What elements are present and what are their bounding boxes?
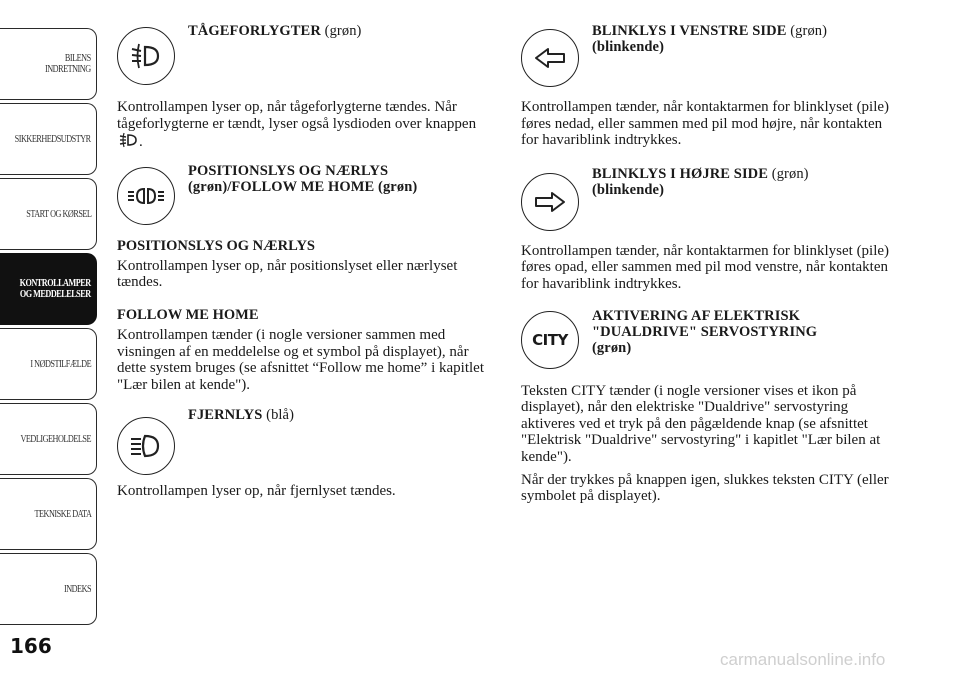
position-light-title: POSITIONSLYS OG NÆRLYS — [188, 162, 389, 179]
right-column — [521, 22, 896, 505]
tab-label: TEKNISKE DATA — [34, 508, 91, 520]
right-turn-section — [521, 165, 896, 241]
tab-label: BILENS INDRETNING — [45, 53, 91, 75]
city-title: AKTIVERING AF ELEKTRISK — [592, 307, 801, 324]
high-beam-text: Kontrollampen lyser op, når fjernlyset tændes. — [117, 483, 396, 500]
tab-label: VEDLIGEHOLDELSE — [20, 433, 91, 445]
high-beam-title: FJERNLYS — [188, 407, 263, 424]
right-turn-color: (grøn) — [771, 165, 809, 182]
tab-start-og-korsel[interactable] — [0, 178, 97, 250]
right-turn-title: BLINKLYS I HØJRE SIDE — [592, 165, 769, 182]
arrow-right-icon — [521, 173, 579, 231]
left-turn-text: Kontrollampen tænder, når kontaktarmen for blinklyset (pile) føres nedad, eller sammen med pil mod højre, når kontakten for havariblink indtrykkes. — [521, 99, 890, 149]
tab-kontrollamper[interactable] — [0, 253, 97, 325]
position-light-title-2: (grøn)/FOLLOW ME HOME (grøn) — [188, 178, 418, 195]
left-turn-section — [521, 22, 896, 97]
position-subheading: POSITIONSLYS OG NÆRLYS — [117, 237, 315, 254]
watermark: carmanualsonline.info — [720, 650, 886, 669]
tab-label: KONTROLLAMPER OG MEDDELELSER — [19, 278, 91, 300]
left-column — [117, 22, 492, 500]
left-turn-title: BLINKLYS I VENSTRE SIDE — [592, 23, 787, 39]
high-beam-icon — [117, 417, 175, 475]
city-section — [521, 307, 896, 383]
tab-i-nodstilfaelde[interactable] — [0, 328, 97, 400]
fog-light-text: Kontrollampen lyser op, når tågeforlygterne tændes. Når tågeforlygterne er tændt, lyser også lysdioden over knappen — [117, 99, 477, 132]
high-beam-color: (blå) — [266, 407, 295, 424]
fog-light-inline-icon — [117, 132, 139, 148]
follow-me-home-subheading: FOLLOW ME HOME — [117, 306, 259, 323]
follow-me-home-text: Kontrollampen tænder (i nogle versioner sammen med visningen af en meddelelse og et symbol på displayet), når dette system bruges (se afsnittet “Follow me home” i kapitlet "Lær bilen at kende"). — [117, 326, 484, 393]
fog-light-color: (grøn) — [324, 23, 362, 39]
left-turn-blinking: (blinkende) — [592, 39, 665, 55]
page-number: 166 — [10, 634, 52, 658]
position-light-section — [117, 161, 492, 235]
fog-light-text-block — [117, 99, 492, 151]
tab-label: INDEKS — [63, 583, 91, 595]
left-turn-color: (grøn) — [790, 23, 828, 39]
position-light-icon — [117, 167, 175, 225]
city-icon: CITY — [521, 311, 579, 369]
tab-indeks[interactable] — [0, 553, 97, 625]
tab-label: I NØDSTILFÆLDE — [30, 358, 91, 370]
fog-light-section — [117, 22, 492, 97]
tab-bilens-indretning[interactable] — [0, 28, 97, 100]
city-text-1: Teksten CITY tænder (i nogle versioner vises et ikon på displayet), når den elektriske "Dualdrive" servostyring aktiveres ved et tryk på den pågældende knap (se afsnittet "Elektrisk "Dualdrive" servostyring" i kapitlet "Lær bilen at kende"). — [521, 382, 881, 465]
arrow-left-icon — [521, 29, 579, 87]
right-turn-text: Kontrollampen tænder, når kontaktarmen for blinklyset (pile) føres opad, eller sammen med pil mod venstre, når kontakten for havariblink indtrykkes. — [521, 242, 890, 292]
right-turn-blinking: (blinkende) — [592, 181, 665, 198]
tab-sikkerhedsudstyr[interactable] — [0, 103, 97, 175]
fog-light-icon — [117, 27, 175, 85]
tab-vedligeholdelse[interactable] — [0, 403, 97, 475]
city-title-3: (grøn) — [592, 339, 632, 356]
tab-label: SIKKERHEDSUDSTYR — [15, 133, 91, 145]
city-title-2: "DUALDRIVE" SERVOSTYRING — [592, 323, 818, 340]
city-text-2: Når der trykkes på knappen igen, slukkes teksten CITY (eller symbolet på displayet). — [521, 471, 889, 505]
high-beam-section — [117, 405, 492, 483]
position-text: Kontrollampen lyser op, når positionslyset eller nærlyset tændes. — [117, 257, 458, 291]
tab-label: START OG KØRSEL — [25, 208, 91, 220]
fog-light-title: TÅGEFORLYGTER — [188, 23, 321, 39]
tab-tekniske-data[interactable] — [0, 478, 97, 550]
fog-light-text-end: . — [139, 134, 143, 151]
